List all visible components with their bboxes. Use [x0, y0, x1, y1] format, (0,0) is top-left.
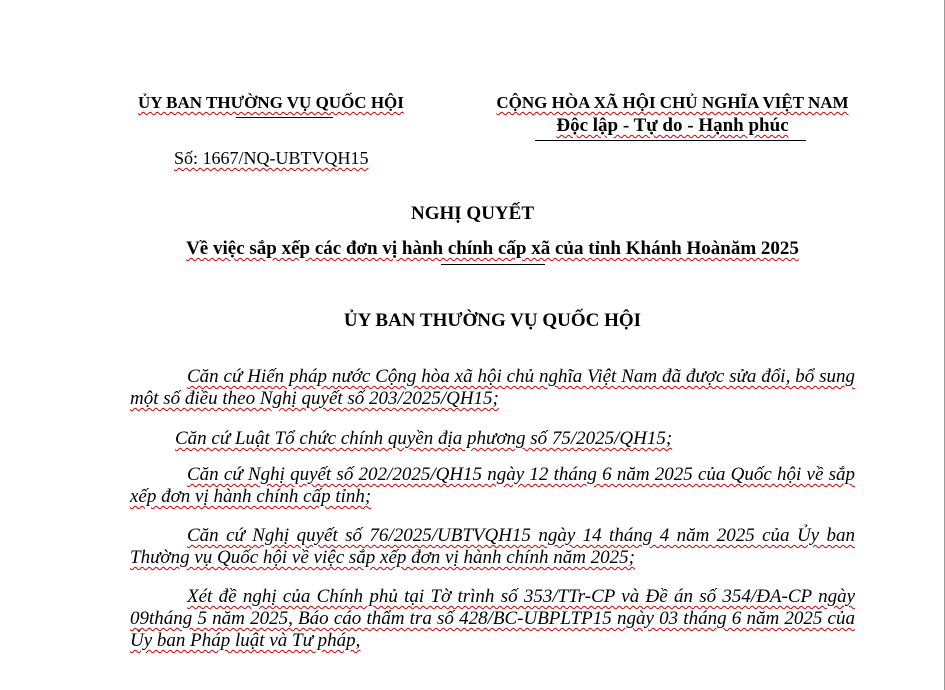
- legal-basis-5: Xét đề nghị của Chính phủ tại Tờ trình số 353/TTr-CP và Đề án số 354/ĐA-CP ngày 09tháng 5 năm 2025, Báo cáo thẩm tra số 428/BC-UBPLTP15 ngày 03 tháng 6 năm 2025 của Ủy ban Pháp luật và Tư pháp,: [130, 586, 855, 651]
- agency-name: ỦY BAN THƯỜNG VỤ QUỐC HỘI: [138, 93, 404, 112]
- subject-underline: [441, 264, 545, 265]
- document-subject: Về việc sắp xếp các đơn vị hành chính cấp xã của tỉnh Khánh Hoànăm 2025: [186, 238, 799, 259]
- national-motto: Độc lập - Tự do - Hạnh phúc: [556, 115, 789, 136]
- agency-underline: [236, 117, 333, 118]
- legal-basis-3: Căn cứ Nghị quyết số 202/2025/QH15 ngày 12 tháng 6 năm 2025 của Quốc hội về sắp xếp đơn vị hành chính cấp tỉnh;: [130, 464, 855, 507]
- document-number: Số: 1667/NQ-UBTVQH15: [174, 148, 369, 168]
- country-name: CỘNG HÒA XÃ HỘI CHỦ NGHĨA VIỆT NAM: [496, 93, 849, 112]
- national-header: [480, 93, 865, 137]
- legal-basis-1: Căn cứ Hiến pháp nước Cộng hòa xã hội chủ nghĩa Việt Nam đã được sửa đổi, bổ sung một số điều theo Nghị quyết số 203/2025/QH15;: [130, 366, 855, 409]
- motto-underline: [535, 140, 806, 141]
- legal-basis-4: Căn cứ Nghị quyết số 76/2025/UBTVQH15 ngày 14 tháng 4 năm 2025 của Ủy ban Thường vụ Quốc hội về việc sắp xếp đơn vị hành chính năm 2025;: [130, 525, 855, 568]
- document-type: NGHỊ QUYẾT: [411, 203, 534, 224]
- issuing-body: ỦY BAN THƯỜNG VỤ QUỐC HỘI: [343, 310, 642, 331]
- legal-basis-2: Căn cứ Luật Tổ chức chính quyền địa phương số 75/2025/QH15;: [175, 428, 673, 449]
- agency-header: [138, 93, 438, 113]
